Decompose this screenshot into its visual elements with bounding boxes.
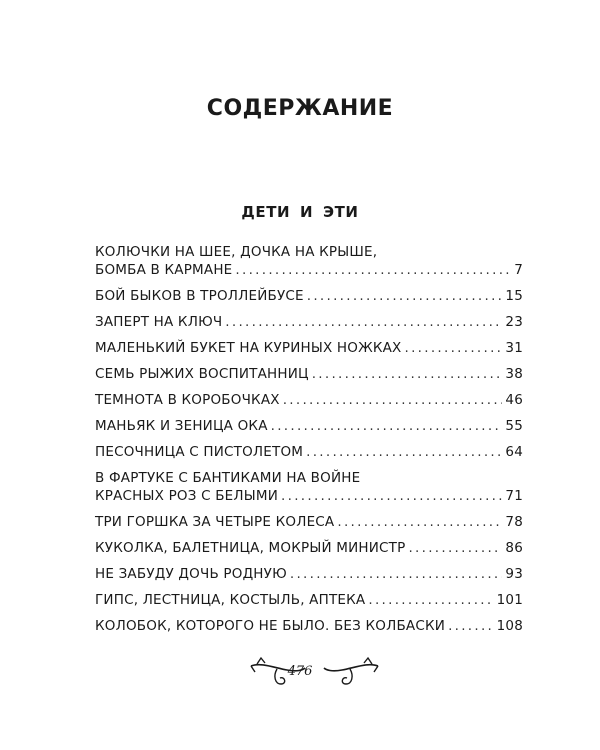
toc-entry-page-number: 46 bbox=[505, 392, 523, 408]
toc-entry-title: МАНЬЯК И ЗЕНИЦА ОКА bbox=[95, 418, 268, 434]
toc-entry-row bbox=[95, 487, 523, 505]
toc-entry bbox=[95, 313, 523, 331]
toc-entry bbox=[95, 617, 523, 635]
dot-leader bbox=[235, 261, 511, 279]
toc-entry-page-number: 55 bbox=[505, 418, 523, 434]
toc-entry bbox=[95, 469, 523, 505]
dot-leader bbox=[448, 617, 494, 635]
toc-entry-page-number: 15 bbox=[505, 288, 523, 304]
toc-entry-title: ТРИ ГОРШКА ЗА ЧЕТЫРЕ КОЛЕСА bbox=[95, 514, 335, 530]
section-title: ДЕТИ И ЭТИ bbox=[241, 203, 359, 221]
dot-leader bbox=[307, 287, 503, 305]
page-title: СОДЕРЖАНИЕ bbox=[206, 96, 394, 121]
toc-entry-row bbox=[95, 443, 523, 461]
toc-entry-row bbox=[95, 339, 523, 357]
toc-entry-title-line: КОЛЮЧКИ НА ШЕЕ, ДОЧКА НА КРЫШЕ, bbox=[95, 244, 378, 260]
toc-entry bbox=[95, 287, 523, 305]
toc-entry-title: ГИПС, ЛЕСТНИЦА, КОСТЫЛЬ, АПТЕКА bbox=[95, 592, 366, 608]
toc-entry-row bbox=[95, 391, 523, 409]
toc-entry-row bbox=[95, 591, 523, 609]
toc-entry-page-number: 108 bbox=[496, 618, 523, 634]
dot-leader bbox=[306, 443, 502, 461]
dot-leader bbox=[312, 365, 503, 383]
toc-entry-page-number: 38 bbox=[505, 366, 523, 382]
toc-entry-title-line: В ФАРТУКЕ С БАНТИКАМИ НА ВОЙНЕ bbox=[95, 470, 361, 486]
dot-leader bbox=[290, 565, 503, 583]
toc-entry-row bbox=[95, 313, 523, 331]
toc-entry-title: БОЙ БЫКОВ В ТРОЛЛЕЙБУСЕ bbox=[95, 288, 304, 304]
toc-entry-row bbox=[95, 565, 523, 583]
toc-entry bbox=[95, 365, 523, 383]
toc-entry-title: БОМБА В КАРМАНЕ bbox=[95, 262, 233, 278]
toc-entry-page-number: 71 bbox=[505, 488, 523, 504]
toc-entry bbox=[95, 391, 523, 409]
toc-entry-row bbox=[95, 287, 523, 305]
toc-entry-page-number: 93 bbox=[505, 566, 523, 582]
dot-leader bbox=[405, 339, 503, 357]
toc-entry-title: КРАСНЫХ РОЗ С БЕЛЫМИ bbox=[95, 488, 279, 504]
toc-entry-row bbox=[95, 617, 523, 635]
toc-entry bbox=[95, 539, 523, 557]
swirl-ornament-icon bbox=[322, 654, 382, 690]
dot-leader bbox=[281, 487, 502, 505]
toc-entry-title: ЗАПЕРТ НА КЛЮЧ bbox=[95, 314, 223, 330]
dot-leader bbox=[408, 539, 502, 557]
toc-entry-title: ПЕСОЧНИЦА С ПИСТОЛЕТОМ bbox=[95, 444, 304, 460]
dot-leader bbox=[368, 591, 493, 609]
toc-entry bbox=[95, 417, 523, 435]
toc-entry-row bbox=[95, 539, 523, 557]
dot-leader bbox=[225, 313, 502, 331]
toc-entry-page-number: 31 bbox=[505, 340, 523, 356]
toc-entry-page-number: 101 bbox=[496, 592, 523, 608]
toc-entry bbox=[95, 565, 523, 583]
dot-leader bbox=[271, 417, 503, 435]
toc-entry-row bbox=[95, 261, 523, 279]
toc-entry-row bbox=[95, 365, 523, 383]
toc-entry bbox=[95, 339, 523, 357]
toc-entry-page-number: 23 bbox=[505, 314, 523, 330]
toc-entry-title: КУКОЛКА, БАЛЕТНИЦА, МОКРЫЙ МИНИСТР bbox=[95, 540, 406, 556]
toc-entry-title: НЕ ЗАБУДУ ДОЧЬ РОДНУЮ bbox=[95, 566, 287, 582]
toc-entry-title: СЕМЬ РЫЖИХ ВОСПИТАННИЦ bbox=[95, 366, 309, 382]
toc-entry-title: ТЕМНОТА В КОРОБОЧКАХ bbox=[95, 392, 280, 408]
toc-entry bbox=[95, 243, 523, 279]
toc-entry-row bbox=[95, 513, 523, 531]
toc-entry-page-number: 86 bbox=[505, 540, 523, 556]
toc-entry-title: МАЛЕНЬКИЙ БУКЕТ НА КУРИНЫХ НОЖКАХ bbox=[95, 340, 402, 356]
page-number: 476 bbox=[287, 664, 313, 679]
toc-entry-row bbox=[95, 417, 523, 435]
toc-entry-page-number: 7 bbox=[514, 262, 523, 278]
dot-leader bbox=[283, 391, 503, 409]
toc-entry bbox=[95, 443, 523, 461]
toc-entry-page-number: 78 bbox=[505, 514, 523, 530]
table-of-contents bbox=[95, 243, 523, 643]
toc-entry-title: КОЛОБОК, КОТОРОГО НЕ БЫЛО. БЕЗ КОЛБАСКИ bbox=[95, 618, 446, 634]
toc-entry bbox=[95, 591, 523, 609]
page-footer bbox=[0, 654, 600, 694]
toc-entry-page-number: 64 bbox=[505, 444, 523, 460]
dot-leader bbox=[337, 513, 502, 531]
toc-entry bbox=[95, 513, 523, 531]
